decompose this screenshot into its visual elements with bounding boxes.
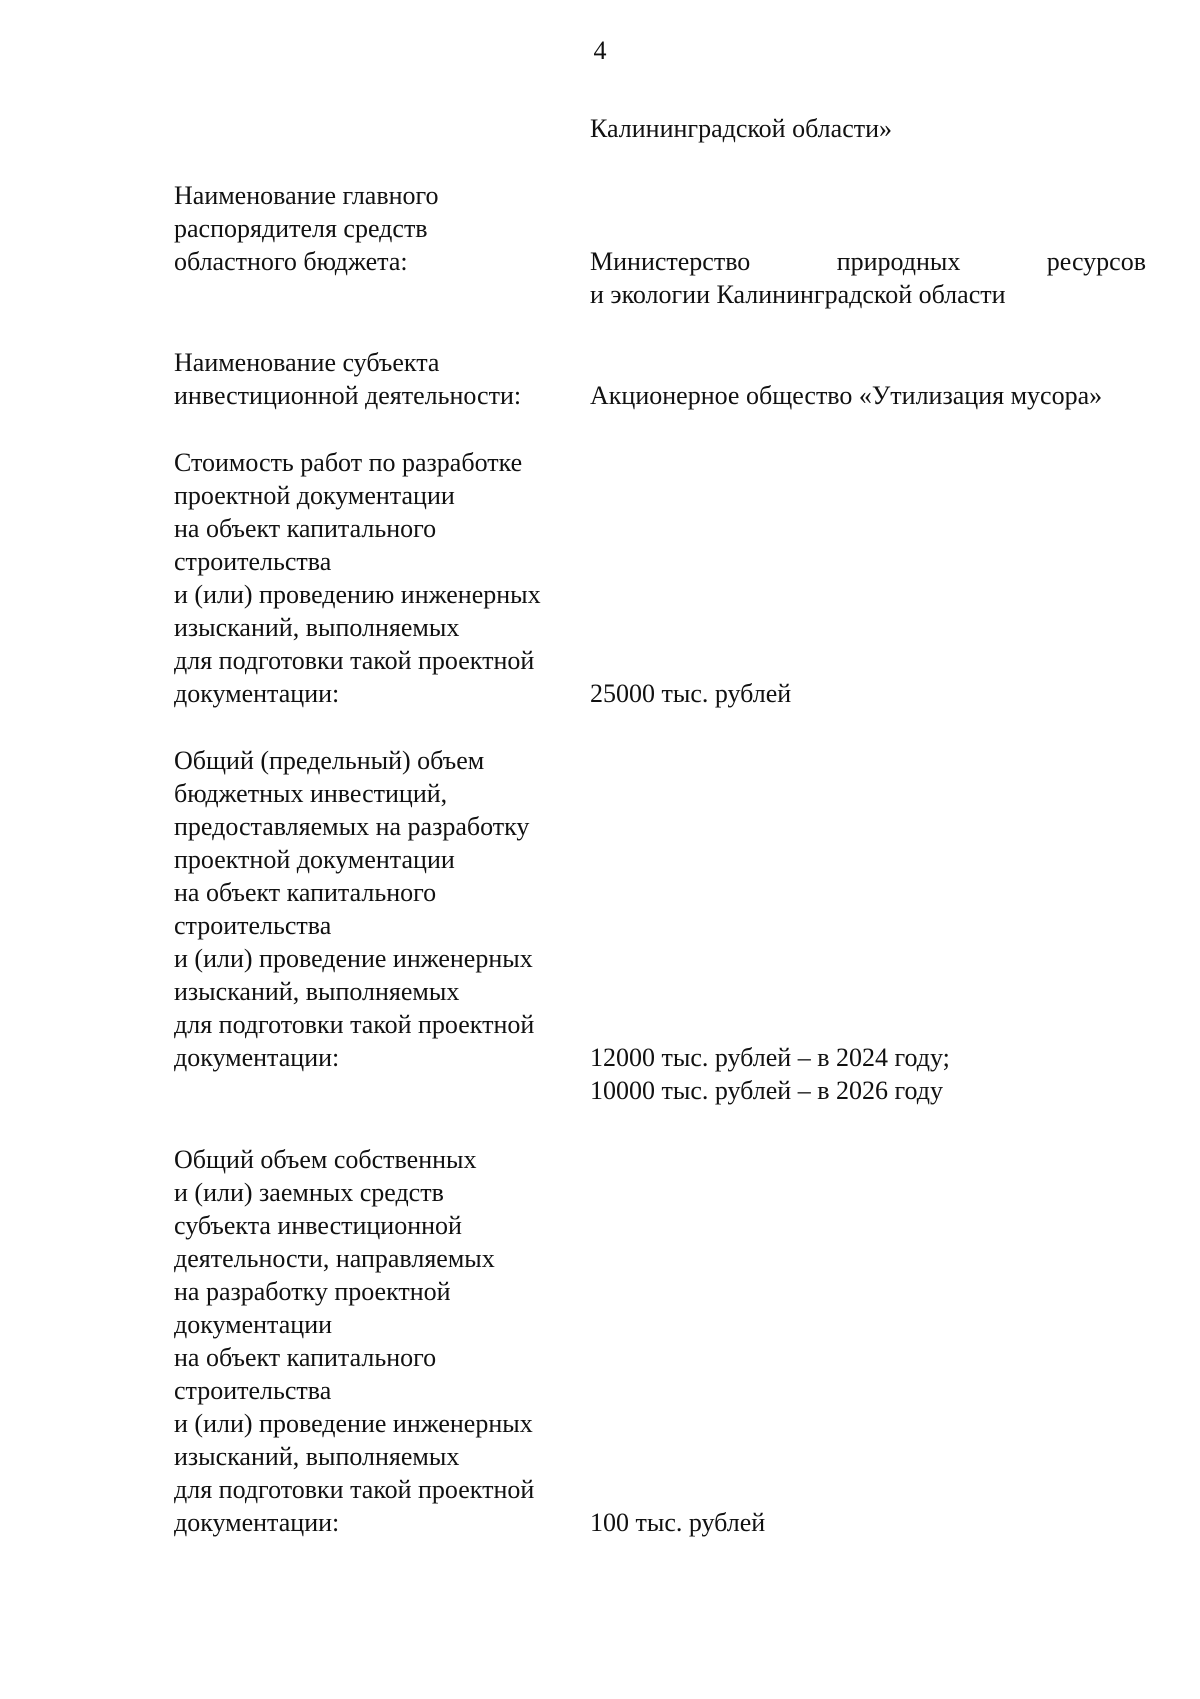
label-line: проектной документации [174,845,455,874]
label-line: Общий объем собственных [174,1145,477,1174]
label-line: строительства [174,911,332,940]
label-line: для подготовки такой проектной [174,1010,535,1039]
label-line: Стоимость работ по разработке [174,448,523,477]
label-line: распорядителя средств [174,214,428,243]
value-word: природных [836,247,961,276]
label-line: деятельности, направляемых [174,1244,495,1273]
label-line: и (или) проведению инженерных [174,580,541,609]
label-line: проектной документации [174,481,455,510]
value-line: 12000 тыс. рублей – в 2024 году; [590,1043,950,1072]
value-word: ресурсов [1046,247,1146,276]
label-line: бюджетных инвестиций, [174,779,448,808]
value-line: Акционерное общество «Утилизация мусора» [590,381,1103,410]
label-line: изысканий, выполняемых [174,613,460,642]
label-line: документации: [174,1043,340,1072]
label-line: документации: [174,1508,340,1537]
label-line: строительства [174,1376,332,1405]
header-continuation: Калининградской области» [590,114,893,143]
label-line: на разработку проектной [174,1277,451,1306]
value-line: 10000 тыс. рублей – в 2026 году [590,1076,943,1105]
label-line: на объект капитального [174,878,437,907]
label-line: изысканий, выполняемых [174,977,460,1006]
value-line: 25000 тыс. рублей [590,679,792,708]
label-line: инвестиционной деятельности: [174,381,522,410]
label-line: и (или) проведение инженерных [174,1409,533,1438]
label-line: документации: [174,679,340,708]
value-line: и экологии Калининградской области [590,280,1006,309]
label-line: изысканий, выполняемых [174,1442,460,1471]
label-line: и (или) заемных средств [174,1178,444,1207]
label-line: Наименование субъекта [174,348,440,377]
label-line: и (или) проведение инженерных [174,944,533,973]
value-line-justified [590,245,1146,278]
label-line: предоставляемых на разработку [174,812,530,841]
label-line: для подготовки такой проектной [174,646,535,675]
value-line: 100 тыс. рублей [590,1508,766,1537]
label-line: строительства [174,547,332,576]
label-line: документации [174,1310,333,1339]
label-line: областного бюджета: [174,247,408,276]
label-line: на объект капитального [174,1343,437,1372]
label-line: Общий (предельный) объем [174,746,485,775]
label-line: для подготовки такой проектной [174,1475,535,1504]
page-number: 4 [593,36,607,65]
value-word: Министерство [590,247,751,276]
label-line: на объект капитального [174,514,437,543]
label-line: субъекта инвестиционной [174,1211,462,1240]
label-line: Наименование главного [174,181,439,210]
